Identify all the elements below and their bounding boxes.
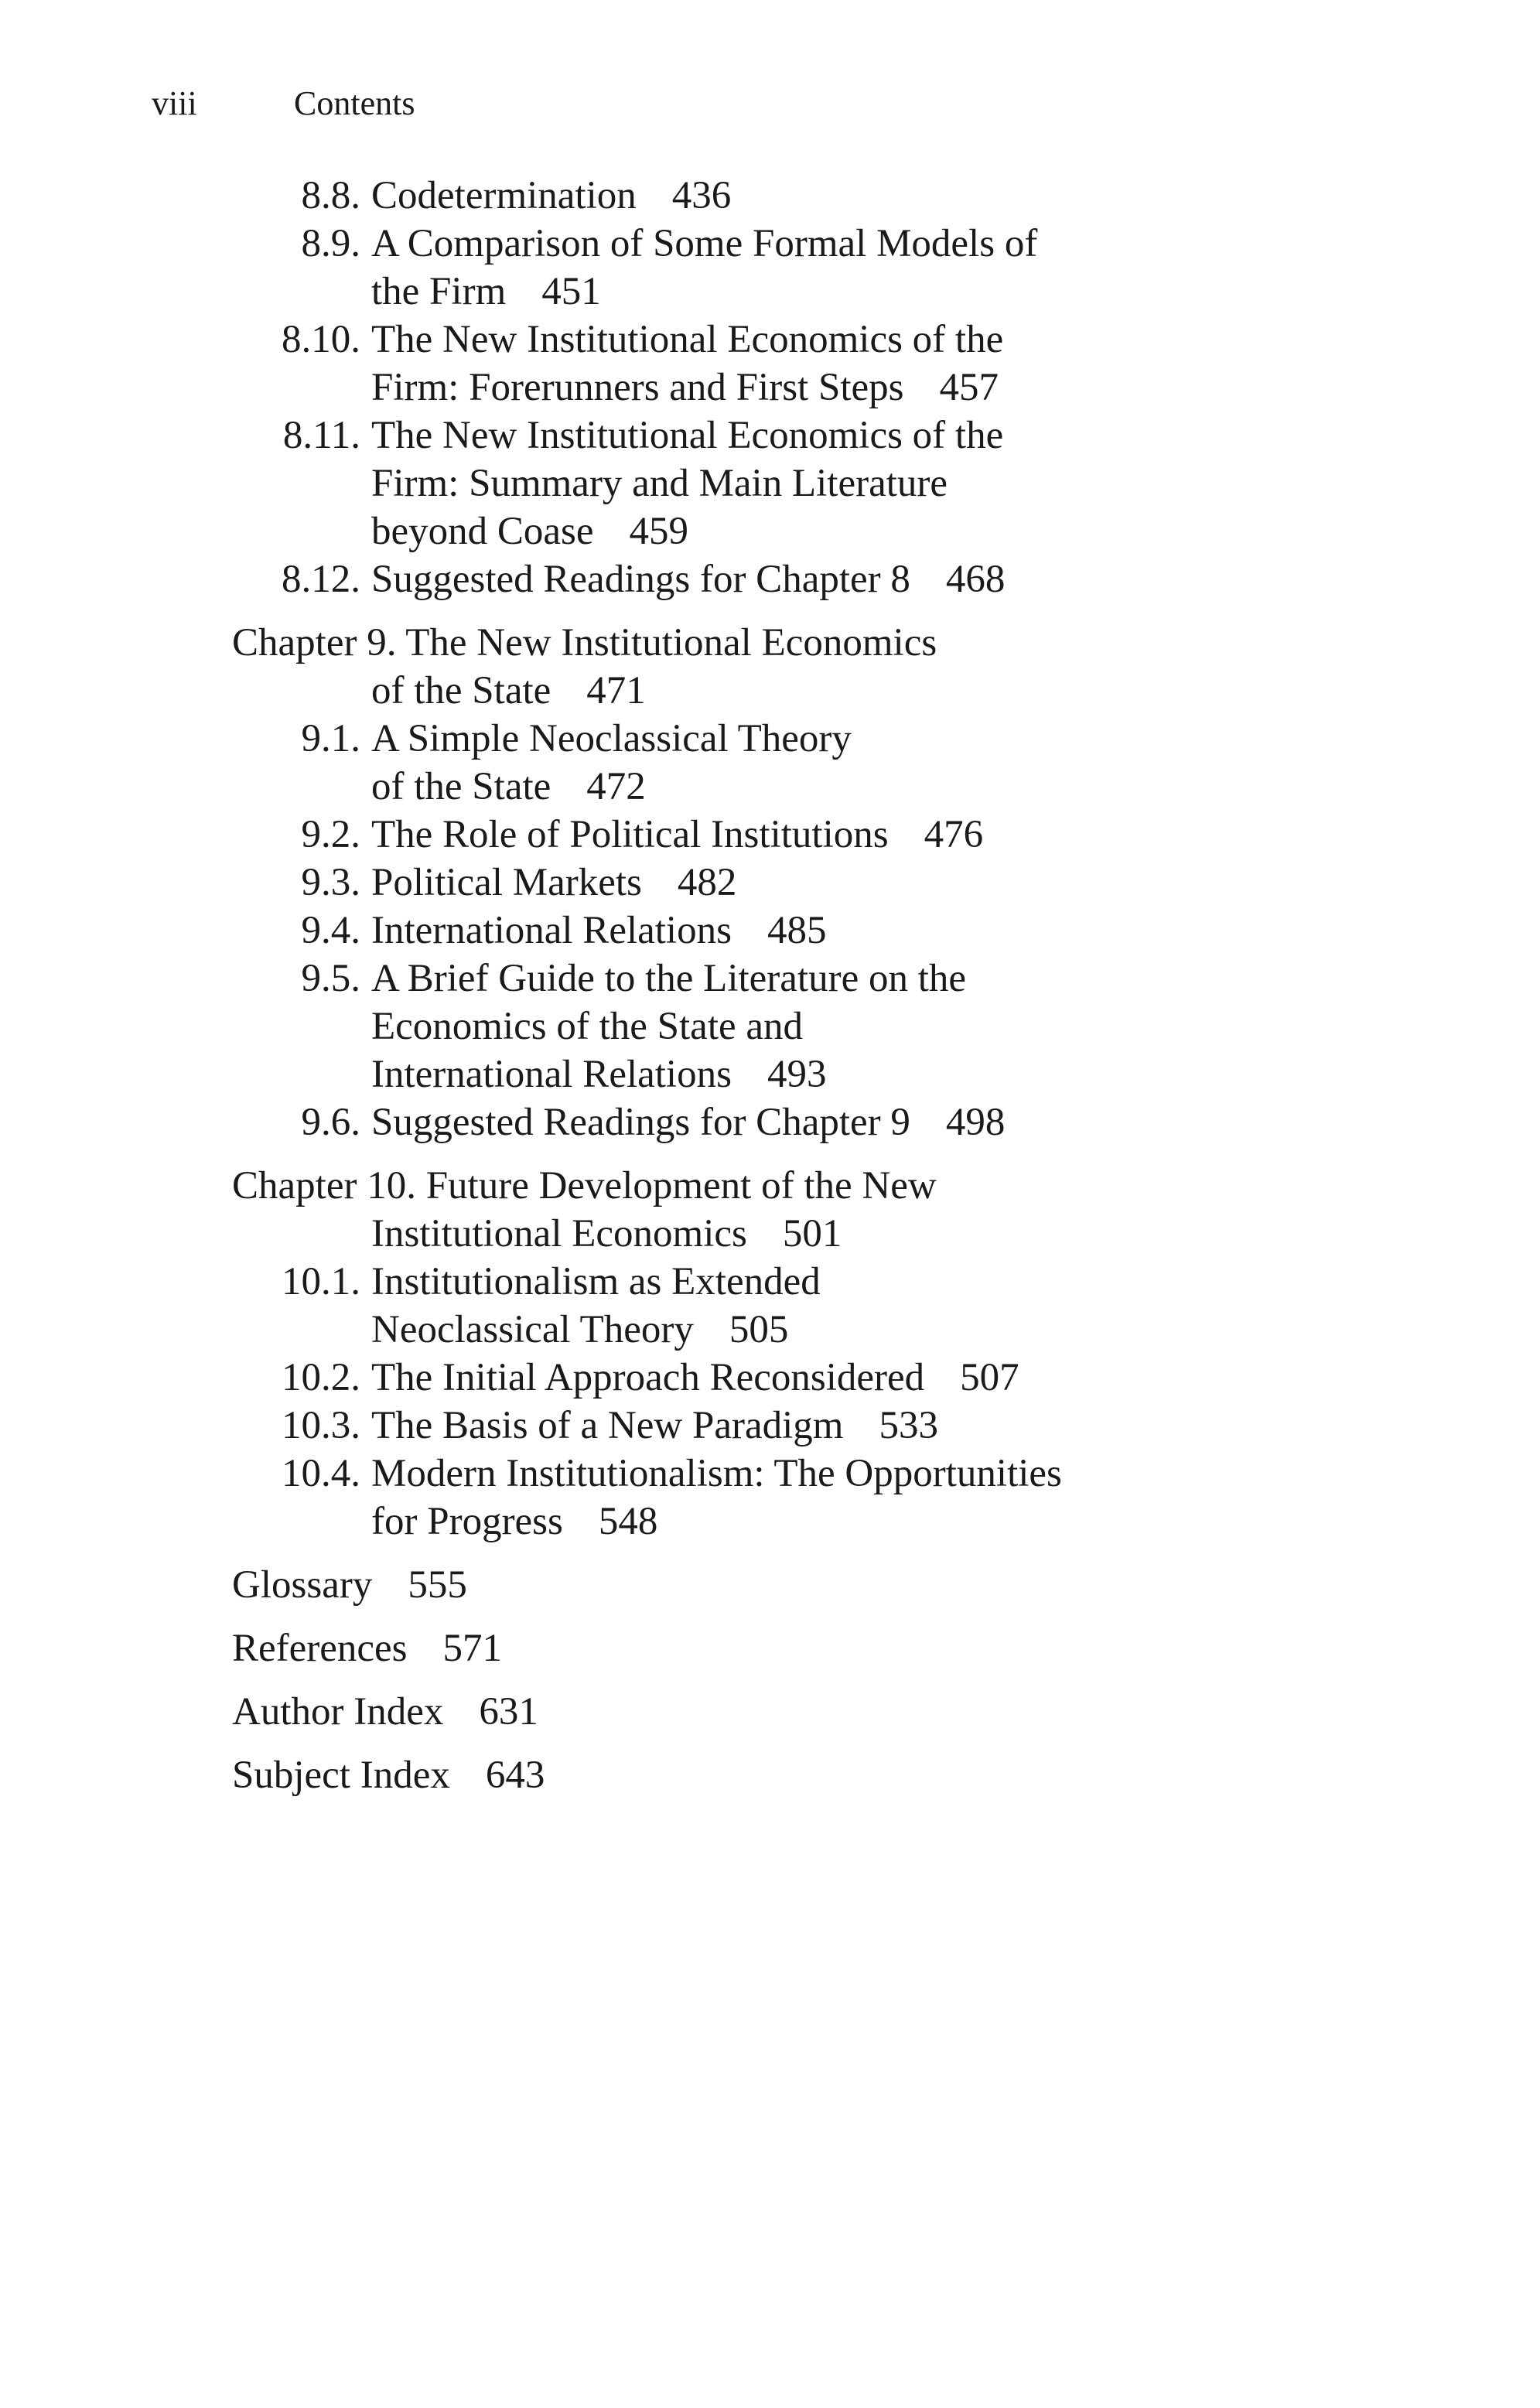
page-folio: viii	[152, 84, 197, 122]
toc-section-title[interactable]	[371, 268, 601, 316]
toc-line	[0, 1624, 1540, 1672]
toc-gap	[0, 603, 1540, 619]
toc-entry-text: Institutionalism as Extended	[371, 1260, 821, 1303]
toc-entry-text: Firm: Forerunners and First Steps	[371, 366, 904, 409]
toc-section-number: 9.3.	[301, 861, 360, 904]
toc-entry-text: International Relations	[371, 909, 732, 952]
toc-page-number: 472	[586, 765, 646, 808]
toc-section-number: 8.9.	[301, 222, 360, 265]
toc-section-title[interactable]	[371, 1306, 788, 1354]
toc-line	[0, 859, 1540, 907]
toc-line	[0, 220, 1540, 268]
toc-entry-text: Chapter 10. Future Development of the New	[232, 1164, 937, 1207]
toc-matter-title[interactable]	[232, 1624, 502, 1672]
toc-line	[0, 1354, 1540, 1402]
toc-chapter-title[interactable]	[232, 619, 937, 667]
toc-page-number: 493	[767, 1053, 827, 1096]
toc-section-title[interactable]	[371, 859, 736, 907]
toc-line	[0, 555, 1540, 603]
toc-entry-text: beyond Coase	[371, 510, 594, 553]
toc-section-number: 10.1.	[282, 1260, 360, 1303]
toc-section-number: 10.4.	[282, 1452, 360, 1495]
toc-page-number: 548	[598, 1500, 658, 1543]
toc-section-title[interactable]	[371, 1450, 1062, 1498]
toc-line	[0, 412, 1540, 459]
toc-section-title[interactable]	[371, 364, 999, 412]
toc-section-title[interactable]	[371, 412, 1003, 459]
toc-line	[0, 1306, 1540, 1354]
toc-entry-text: Suggested Readings for Chapter 9	[371, 1101, 910, 1144]
toc-section-number: 8.12.	[282, 558, 360, 601]
toc-section-number: 9.2.	[301, 813, 360, 856]
toc-entry-text: Modern Institutionalism: The Opportunities	[371, 1452, 1062, 1495]
toc-page-number: 436	[671, 174, 732, 217]
toc-entry-text: The New Institutional Economics of the	[371, 414, 1004, 457]
toc-entry-text: Suggested Readings for Chapter 8	[371, 558, 910, 601]
toc-entry-text: A Comparison of Some Formal Models of	[371, 222, 1038, 265]
toc-section-number: 8.8.	[301, 174, 360, 217]
toc-entry-text: Glossary	[232, 1563, 373, 1607]
toc-line	[0, 1561, 1540, 1609]
toc-entry-text: Chapter 9. The New Institutional Economics	[232, 621, 937, 664]
toc-page-number: 468	[945, 558, 1006, 601]
toc-entry-text: the Firm	[371, 270, 507, 313]
toc-entry-text: Political Markets	[371, 861, 642, 904]
toc-gap	[0, 1672, 1540, 1688]
toc-line	[0, 811, 1540, 859]
toc-section-title[interactable]	[371, 1498, 657, 1546]
toc-line	[0, 763, 1540, 811]
toc-entry-text: Neoclassical Theory	[371, 1308, 694, 1351]
toc-line	[0, 316, 1540, 364]
toc-matter-title[interactable]	[232, 1751, 545, 1799]
toc-entry-text: Institutional Economics	[371, 1212, 747, 1255]
toc-page-number: 643	[485, 1754, 545, 1797]
toc-entry-text: A Simple Neoclassical Theory	[371, 717, 852, 760]
toc-section-number: 9.4.	[301, 909, 360, 952]
toc-page-number: 501	[782, 1212, 842, 1255]
toc-section-title[interactable]	[371, 907, 826, 955]
toc-line	[0, 459, 1540, 507]
running-head-title: Contents	[294, 84, 415, 122]
toc-section-title[interactable]	[371, 316, 1003, 364]
toc-line	[0, 507, 1540, 555]
toc-line	[0, 667, 1540, 715]
toc-page-number: 631	[479, 1690, 538, 1733]
toc-section-title[interactable]	[371, 1402, 938, 1450]
toc-page-number: 533	[879, 1404, 938, 1447]
toc-line	[0, 1498, 1540, 1546]
toc-section-number: 8.11.	[282, 414, 360, 457]
toc-line	[0, 907, 1540, 955]
toc-gap	[0, 1546, 1540, 1561]
toc-line	[0, 1688, 1540, 1736]
toc-section-number: 8.10.	[282, 318, 360, 361]
toc-page-number: 459	[629, 510, 689, 553]
toc-line	[0, 619, 1540, 667]
toc-entry-text: International Relations	[371, 1053, 732, 1096]
toc-section-title[interactable]	[371, 555, 1005, 603]
toc-section-title[interactable]	[371, 172, 731, 220]
toc-gap	[0, 1736, 1540, 1751]
toc-line	[0, 1258, 1540, 1306]
toc-entry-text: of the State	[371, 669, 551, 712]
toc-line	[0, 1098, 1540, 1146]
toc-line	[0, 1002, 1540, 1050]
toc-section-title[interactable]	[371, 1050, 826, 1098]
toc-section-title[interactable]	[371, 1354, 1019, 1402]
toc-line	[0, 1050, 1540, 1098]
toc-page-number: 555	[408, 1563, 467, 1607]
toc-section-number: 9.5.	[301, 957, 360, 1000]
toc-page-number: 471	[586, 669, 646, 712]
toc-line	[0, 955, 1540, 1002]
toc-matter-title[interactable]	[232, 1561, 467, 1609]
toc-page-number: 451	[541, 270, 601, 313]
toc-entry-text: Author Index	[232, 1690, 444, 1733]
toc-line	[0, 715, 1540, 763]
toc-entry-text: Economics of the State and	[371, 1005, 804, 1048]
toc-entry-text: The Basis of a New Paradigm	[371, 1404, 844, 1447]
toc-section-title[interactable]	[371, 955, 966, 1002]
toc-gap	[0, 1609, 1540, 1624]
toc-entry-text: References	[232, 1627, 408, 1670]
toc-line	[0, 364, 1540, 412]
toc-section-number: 9.1.	[301, 717, 360, 760]
toc-section-title[interactable]	[371, 811, 983, 859]
toc-page-number: 485	[767, 909, 827, 952]
toc-section-title[interactable]	[371, 1098, 1005, 1146]
table-of-contents	[0, 172, 1540, 1799]
toc-line	[0, 1402, 1540, 1450]
toc-section-number: 9.6.	[301, 1101, 360, 1144]
toc-page-number: 482	[677, 861, 737, 904]
toc-matter-title[interactable]	[232, 1688, 538, 1736]
toc-entry-text: The New Institutional Economics of the	[371, 318, 1004, 361]
toc-line	[0, 1450, 1540, 1498]
toc-section-number: 10.2.	[282, 1356, 360, 1399]
running-head	[152, 82, 415, 125]
toc-page-number: 571	[442, 1627, 503, 1670]
toc-line	[0, 1162, 1540, 1210]
toc-chapter-title[interactable]	[371, 667, 646, 715]
toc-gap	[0, 1146, 1540, 1162]
toc-entry-text: for Progress	[371, 1500, 563, 1543]
toc-page-number: 457	[939, 366, 999, 409]
toc-entry-text: The Role of Political Institutions	[371, 813, 889, 856]
toc-page-number: 476	[924, 813, 984, 856]
toc-line	[0, 268, 1540, 316]
toc-section-title[interactable]	[371, 459, 948, 507]
toc-entry-text: The Initial Approach Reconsidered	[371, 1356, 925, 1399]
toc-entry-text: Firm: Summary and Main Literature	[371, 462, 948, 505]
toc-entry-text: Codetermination	[371, 174, 637, 217]
toc-section-title[interactable]	[371, 507, 688, 555]
toc-section-title[interactable]	[371, 1002, 803, 1050]
toc-page-number: 507	[960, 1356, 1019, 1399]
toc-page-number: 498	[945, 1101, 1006, 1144]
toc-line	[0, 172, 1540, 220]
toc-chapter-title[interactable]	[232, 1162, 937, 1210]
toc-section-title[interactable]	[371, 715, 852, 763]
toc-chapter-title[interactable]	[371, 1210, 842, 1258]
toc-section-title[interactable]	[371, 220, 1037, 268]
toc-entry-text: of the State	[371, 765, 551, 808]
toc-line	[0, 1751, 1540, 1799]
toc-section-number: 10.3.	[282, 1404, 360, 1447]
toc-entry-text: A Brief Guide to the Literature on the	[371, 957, 967, 1000]
toc-section-title[interactable]	[371, 1258, 821, 1306]
toc-section-title[interactable]	[371, 763, 646, 811]
toc-line	[0, 1210, 1540, 1258]
toc-entry-text: Subject Index	[232, 1754, 450, 1797]
toc-page-number: 505	[729, 1308, 789, 1351]
